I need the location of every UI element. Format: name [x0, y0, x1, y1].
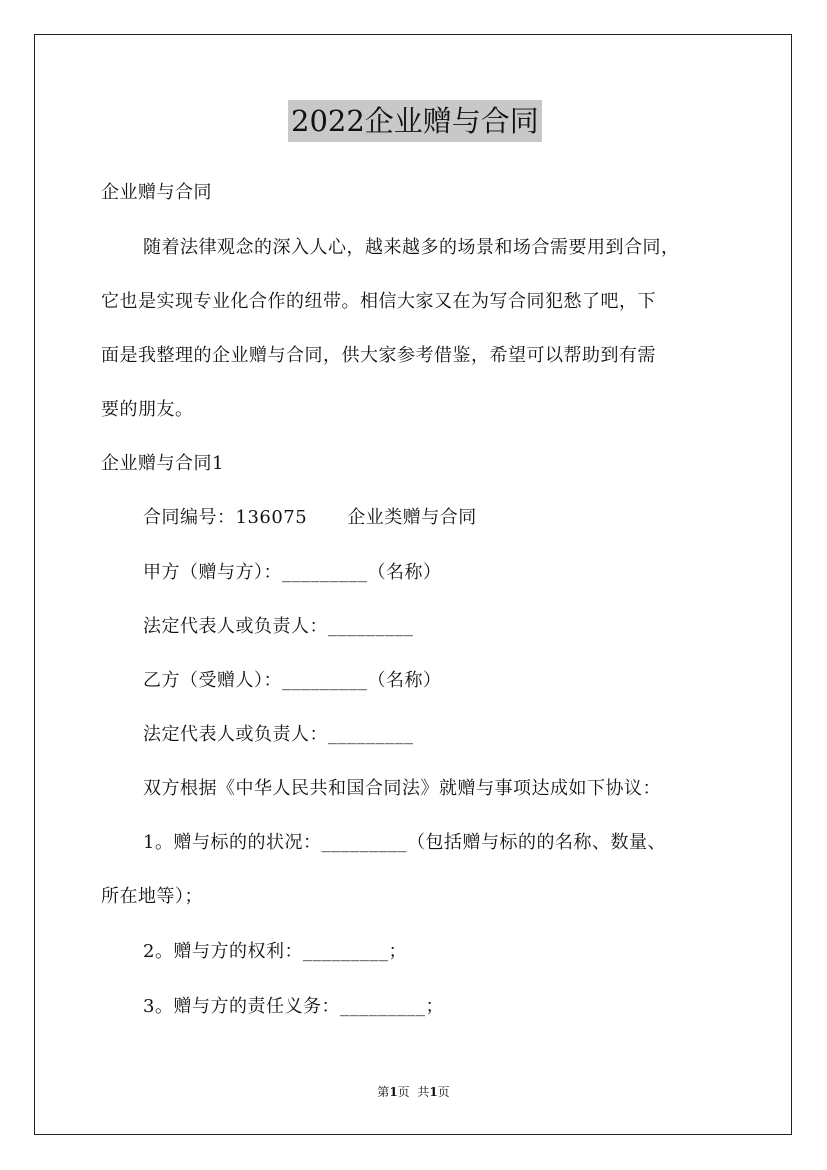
- party-b: 乙方（受赠人）：_________（名称）: [143, 670, 442, 691]
- page-mid: 页 共: [397, 1085, 430, 1099]
- page-suffix: 页: [437, 1085, 450, 1099]
- party-a: 甲方（赠与方）：_________（名称）: [143, 562, 442, 583]
- intro-line-2: 它也是实现专业化合作的纽带。相信大家又在为写合同犯愁了吧，下: [101, 291, 656, 312]
- party-a-representative: 法定代表人或负责人：_________: [143, 616, 414, 637]
- clause-1-continued: 所在地等）；: [101, 886, 203, 907]
- clause-3: 3。赠与方的责任义务：_________；: [143, 996, 444, 1017]
- contract-type: 企业类赠与合同: [347, 507, 477, 528]
- intro-line-4: 要的朋友。: [101, 399, 194, 420]
- clause-2: 2。赠与方的权利：_________；: [143, 941, 407, 962]
- clause-1: 1。赠与标的的状况：_________（包括赠与标的的名称、数量、: [143, 832, 666, 853]
- contract-number: 合同编号：136075: [143, 507, 308, 528]
- page-total: 1: [429, 1085, 438, 1099]
- agreement-intro: 双方根据《中华人民共和国合同法》就赠与事项达成如下协议：: [143, 778, 661, 799]
- document-subtitle: 企业赠与合同: [101, 182, 212, 203]
- contract-number-line: [143, 506, 477, 530]
- page-prefix: 第: [377, 1085, 390, 1099]
- party-b-representative: 法定代表人或负责人：_________: [143, 724, 414, 745]
- page-current: 1: [389, 1085, 398, 1099]
- intro-line-3: 面是我整理的企业赠与合同，供大家参考借鉴，希望可以帮助到有需: [101, 345, 656, 366]
- intro-line-1: 随着法律观念的深入人心，越来越多的场景和场合需要用到合同，: [143, 237, 680, 258]
- document-title: 2022企业赠与合同: [288, 100, 542, 142]
- page-footer: [0, 1084, 827, 1100]
- section-heading: 企业赠与合同1: [101, 453, 224, 474]
